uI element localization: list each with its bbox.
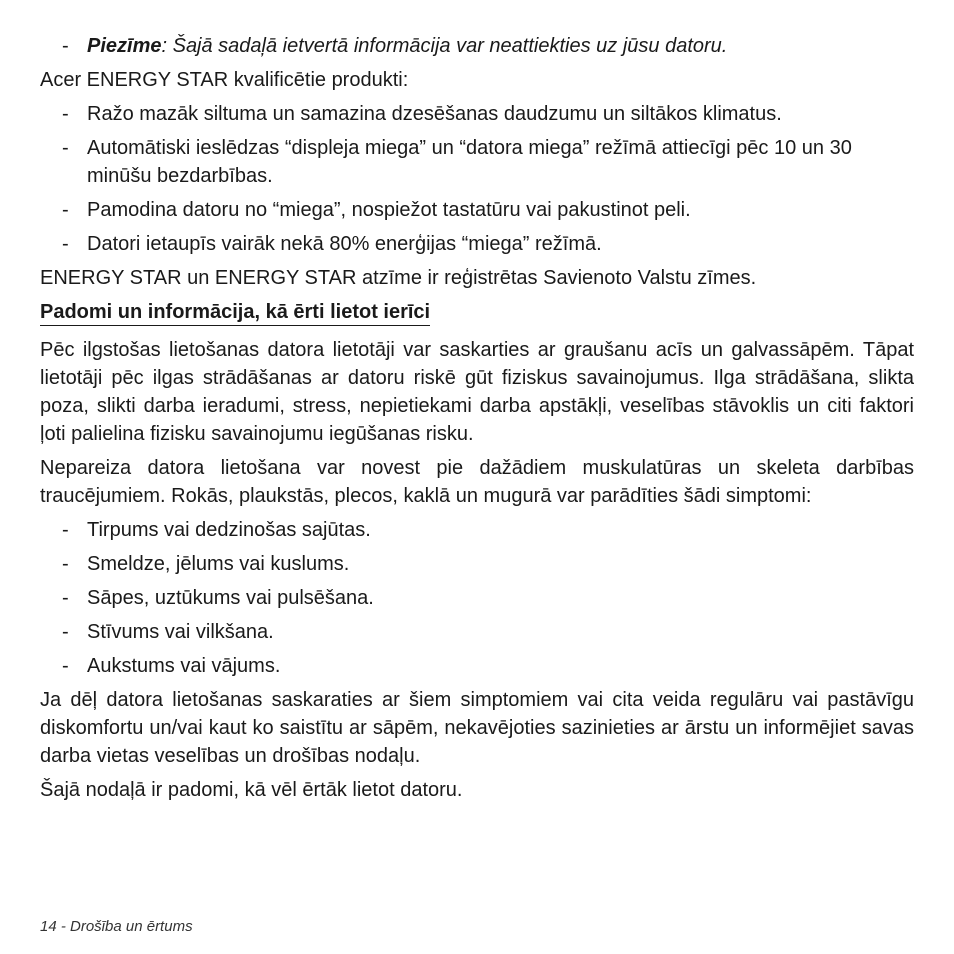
list-item-text: Aukstums vai vājums. xyxy=(87,655,281,677)
list-item xyxy=(40,516,914,544)
list-item xyxy=(40,652,914,680)
note-label: Piezīme xyxy=(87,35,162,57)
paragraph-symptoms-intro: Nepareiza datora lietošana var novest pie dažādiem muskulatūras un skeleta darbības traucējumiem. Rokās, plaukstās, plecos, kaklā un mugurā var parādīties šādi simptomi: xyxy=(40,457,914,507)
list-item xyxy=(40,618,914,646)
bullet-dash: - xyxy=(62,35,69,57)
bullet-dash: - xyxy=(62,587,69,609)
section-heading-wrap xyxy=(40,298,914,334)
bullet-dash: - xyxy=(62,233,69,255)
note-text: : Šajā sadaļā ietvertā informācija var neattiekties uz jūsu datoru. xyxy=(161,35,728,57)
energy-intro: Acer ENERGY STAR kvalificētie produkti: xyxy=(40,69,409,91)
document-page xyxy=(40,32,914,810)
list-item xyxy=(40,230,914,258)
energy-trademark: ENERGY STAR un ENERGY STAR atzīme ir reģistrētas Savienoto Valstu zīmes. xyxy=(40,267,757,289)
list-item xyxy=(40,100,914,128)
list-item xyxy=(40,584,914,612)
page-footer: 14 - Drošība un ērtums xyxy=(40,918,193,935)
bullet-dash: - xyxy=(62,655,69,677)
energy-list xyxy=(40,100,914,258)
list-item-text: Sāpes, uztūkums vai pulsēšana. xyxy=(87,587,374,609)
list-item-text: Automātiski ieslēdzas “displeja miega” un “datora miega” režīmā attiecīgi pēc 10 un 30 minūšu bezdarbības. xyxy=(87,137,852,187)
paragraph-chapter-note: Šajā nodaļā ir padomi, kā vēl ērtāk lietot datoru. xyxy=(40,779,463,801)
bullet-dash: - xyxy=(62,137,69,159)
list-item xyxy=(40,550,914,578)
list-item xyxy=(40,196,914,224)
section-heading: Padomi un informācija, kā ērti lietot ierīci xyxy=(40,299,430,326)
note-item xyxy=(40,32,914,60)
list-item-text: Stīvums vai vilkšana. xyxy=(87,621,274,643)
bullet-dash: - xyxy=(62,519,69,541)
list-item-text: Pamodina datoru no “miega”, nospiežot tastatūru vai pakustinot peli. xyxy=(87,199,691,221)
list-item-text: Tirpums vai dedzinošas sajūtas. xyxy=(87,519,371,541)
paragraph-risks: Pēc ilgstošas lietošanas datora lietotāji var saskarties ar graušanu acīs un galvassāpēm. Tāpat lietotāji pēc ilgas strādāšanas ar datoru riskē gūt fiziskus savainojumus. Ilga strādāšana, slikta poza, slikti darba ieradumi, stress, nepietiekami darba apstākļi, veselības stāvoklis un citi faktori ļoti palielina fizisku savainojumu iegūšanas risku. xyxy=(40,339,914,445)
paragraph-advice: Ja dēļ datora lietošanas saskaraties ar šiem simptomiem vai cita veida regulāru vai pastāvīgu diskomfortu un/vai kaut ko saistītu ar sāpēm, nekavējoties sazinieties ar ārstu un informējiet savas darba vietas veselības un drošības nodaļu. xyxy=(40,689,914,767)
bullet-dash: - xyxy=(62,103,69,125)
list-item-text: Datori ietaupīs vairāk nekā 80% enerģijas “miega” režīmā. xyxy=(87,233,602,255)
symptom-list xyxy=(40,516,914,680)
bullet-dash: - xyxy=(62,553,69,575)
bullet-dash: - xyxy=(62,621,69,643)
bullet-dash: - xyxy=(62,199,69,221)
list-item-text: Ražo mazāk siltuma un samazina dzesēšanas daudzumu un siltākos klimatus. xyxy=(87,103,782,125)
list-item xyxy=(40,134,914,190)
list-item-text: Smeldze, jēlums vai kuslums. xyxy=(87,553,350,575)
